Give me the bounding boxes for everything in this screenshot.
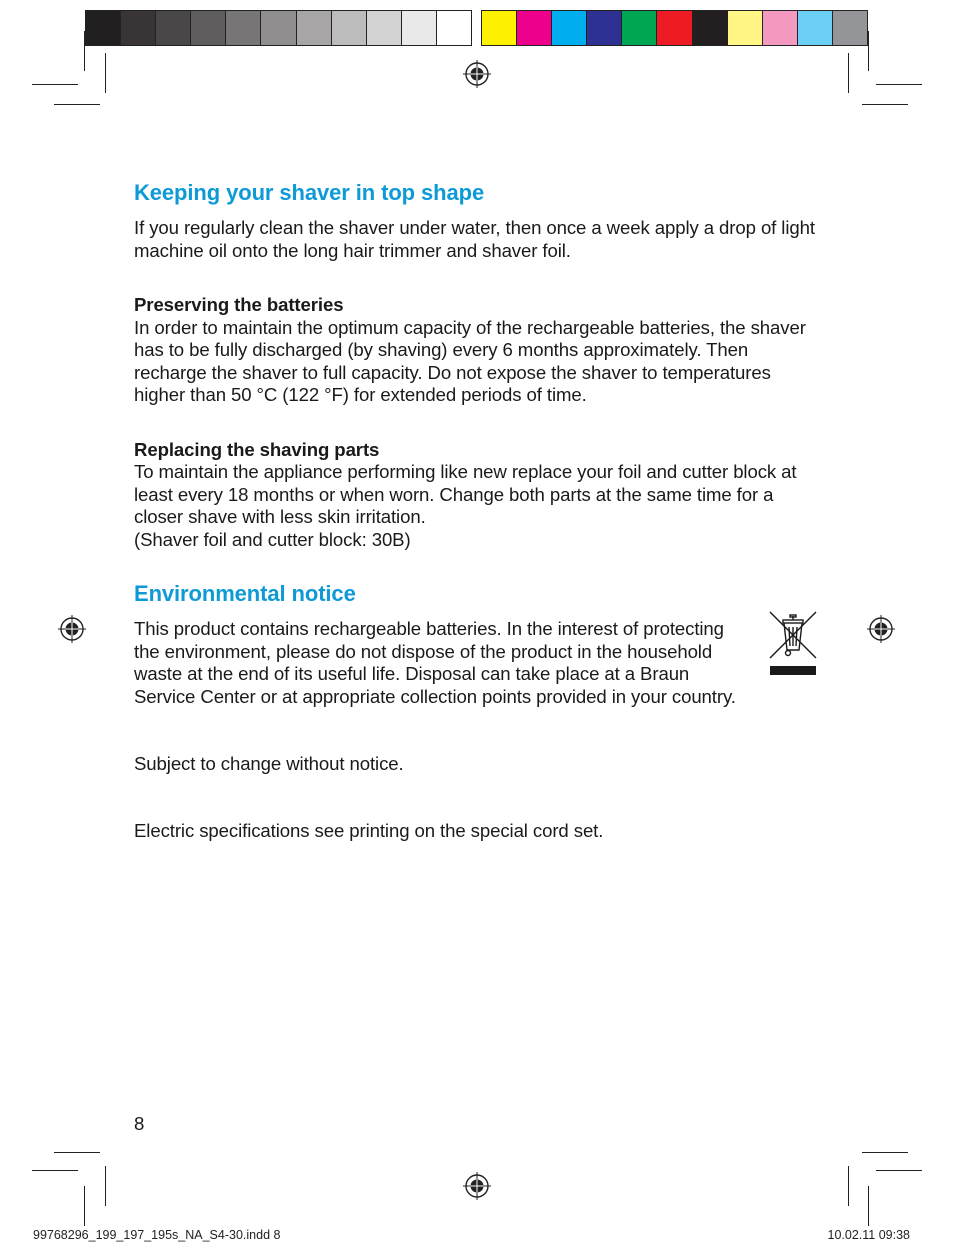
color-swatch [517, 11, 552, 45]
registration-mark-icon [58, 615, 86, 643]
top-shape-text: If you regularly clean the shaver under water, then once a week apply a drop of light machine oil onto the long hair trimmer and shaver foil. [134, 217, 815, 261]
color-swatch [763, 11, 798, 45]
crop-mark [868, 1186, 869, 1226]
color-swatch [728, 11, 763, 45]
section-title-top-shape: Keeping your shaver in top shape [134, 180, 485, 205]
crop-mark [84, 1186, 85, 1226]
color-swatch [191, 11, 226, 45]
parts-text: To maintain the appliance performing like new replace your foil and cutter block at least every 18 months or when worn. Change both parts at the same time for a closer shave with less skin irritation. [134, 461, 797, 527]
crop-mark [32, 84, 78, 85]
color-swatch [587, 11, 622, 45]
crop-mark [848, 1166, 849, 1206]
parts-subtitle: Replacing the shaving parts [134, 438, 380, 460]
registration-mark-icon [463, 60, 491, 88]
grey-color-bar [85, 10, 472, 46]
batteries-subtitle: Preserving the batteries [134, 294, 344, 315]
crop-mark [868, 31, 869, 71]
color-swatch [86, 11, 121, 45]
color-swatch [332, 11, 367, 45]
process-color-bar [481, 10, 868, 46]
crossed-out-wheelie-bin-icon [768, 610, 818, 678]
color-swatch [121, 11, 156, 45]
crop-mark [32, 1170, 78, 1171]
color-swatch [297, 11, 332, 45]
slug-timestamp: 10.02.11 09:38 [827, 1228, 910, 1242]
crop-mark [876, 84, 922, 85]
color-swatch [437, 11, 471, 45]
subject-to-change-note: Subject to change without notice. [134, 753, 404, 774]
crop-mark [84, 31, 85, 71]
electric-specifications-note: Electric specifications see printing on the special cord set. [134, 819, 604, 841]
batteries-text: In order to maintain the optimum capacity of the rechargeable batteries, the shaver has to be fully discharged (by shaving) every 6 months approximately. Then recharge the shaver to full capacity. Do not expose the shaver to temperatures higher than 50 °C (122 °F) for extended periods of time. [134, 316, 806, 405]
crop-mark [54, 104, 100, 105]
color-swatch [657, 11, 692, 45]
crop-mark [54, 1152, 100, 1153]
color-swatch [798, 11, 833, 45]
section-title-environment: Environmental notice [134, 581, 356, 606]
parts-note: (Shaver foil and cutter block: 30B) [134, 528, 411, 550]
page-content [134, 180, 824, 842]
color-swatch [693, 11, 728, 45]
color-swatch [833, 11, 867, 45]
crop-mark [876, 1170, 922, 1171]
crop-mark [105, 53, 106, 93]
color-swatch [261, 11, 296, 45]
color-swatch [226, 11, 261, 45]
crop-mark [862, 104, 908, 105]
crop-mark [848, 53, 849, 93]
environment-text: This product contains rechargeable batteries. In the interest of protecting the environment, please do not dispose of the product in the household waste at the end of its useful life. Disposal can take place at a Braun Service Center or at appropriate collection points provided in your country. [134, 618, 736, 707]
color-swatch [552, 11, 587, 45]
color-swatch [402, 11, 437, 45]
registration-mark-icon [867, 615, 895, 643]
page-number: 8 [134, 1113, 145, 1134]
crop-mark [862, 1152, 908, 1153]
registration-mark-icon [463, 1172, 491, 1200]
slug-filename: 99768296_199_197_195s_NA_S4-30.indd 8 [33, 1228, 281, 1242]
crop-mark [105, 1166, 106, 1206]
color-swatch [622, 11, 657, 45]
color-swatch [482, 11, 517, 45]
color-swatch [367, 11, 402, 45]
color-swatch [156, 11, 191, 45]
